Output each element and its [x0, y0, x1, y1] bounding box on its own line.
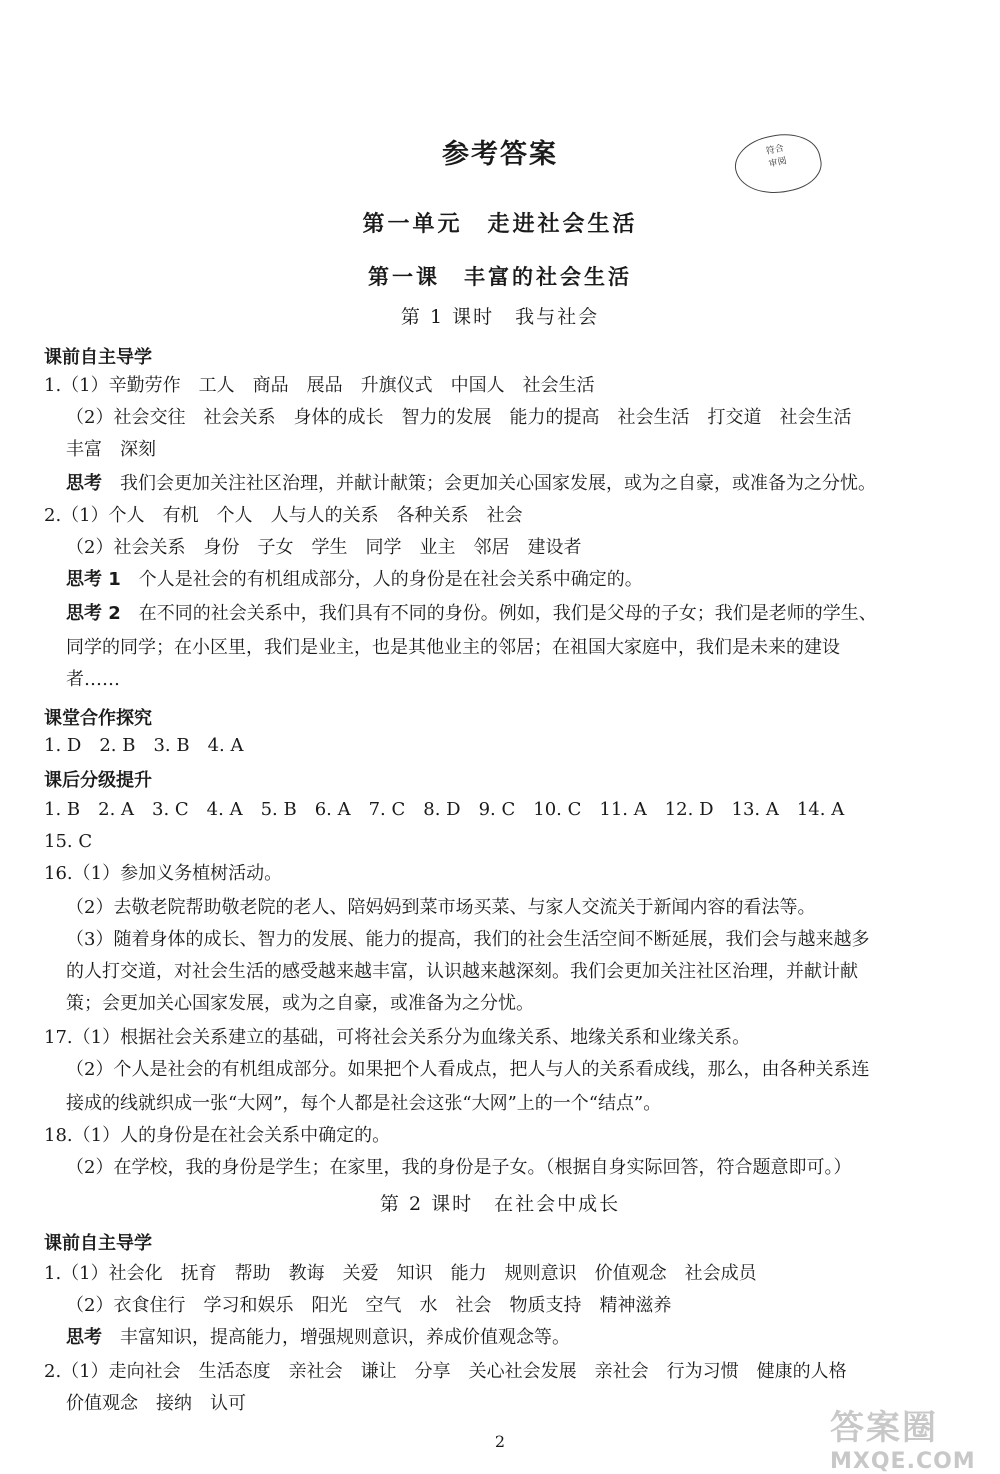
answer-line [66, 567, 643, 593]
watermark-url: MXQE.COM [830, 1449, 976, 1474]
answer-line: 16.（1）参加义务植树活动。 [44, 863, 283, 884]
answer-line: 1. D 2. B 3. B 4. A [44, 735, 244, 756]
section-heading: 课前自主导学 [44, 1233, 152, 1254]
answer-line: （2）社会交往 社会关系 身体的成长 智力的发展 能力的提高 社会生活 打交道 社会生活 [66, 407, 852, 428]
site-watermark [830, 1400, 1000, 1474]
answer-line: 价值观念 接纳 认可 [66, 1393, 246, 1414]
answer-line: （2）在学校，我的身份是学生；在家里，我的身份是子女。（根据自身实际回答，符合题意即可。） [66, 1157, 852, 1178]
answer-line: 者…… [66, 669, 120, 690]
answer-line: （2）社会关系 身份 子女 学生 同学 业主 邻居 建设者 [66, 537, 582, 558]
answer-line [66, 1325, 570, 1351]
think-label: 思考 2 [66, 603, 121, 624]
answer-line: 2.（1）个人 有机 个人 人与人的关系 各种关系 社会 [44, 505, 523, 526]
answer-line: 17.（1）根据社会关系建立的基础，可将社会关系分为血缘关系、地缘关系和业缘关系。 [44, 1027, 751, 1048]
answer-line [66, 471, 876, 497]
answer-line [66, 601, 877, 627]
answer-line: 同学的同学；在小区里，我们是业主，也是其他业主的邻居；在祖国大家庭中，我们是未来的建设 [66, 637, 840, 658]
answer-line: 策；会更加关心国家发展，或为之自豪，或准备为之分忧。 [66, 993, 534, 1014]
page-number: 2 [494, 1432, 506, 1451]
section-heading: 课堂合作探究 [44, 708, 152, 729]
think-label: 思考 [66, 1327, 102, 1348]
section-heading: 课后分级提升 [44, 770, 152, 791]
think-label: 思考 [66, 473, 102, 494]
answer-line: （2）个人是社会的有机组成部分。如果把个人看成点，把人与人的关系看成线，那么，由各种关系连 [66, 1059, 870, 1080]
answer-line: 1.（1）社会化 抚育 帮助 教诲 关爱 知识 能力 规则意识 价值观念 社会成员 [44, 1263, 757, 1284]
stamp-line-3: 审阅 [767, 156, 788, 170]
unit-title: 第一单元 走进社会生活 [362, 211, 638, 237]
faint-watermark-1 [150, 1108, 155, 1127]
answer-line: 丰富 深刻 [66, 439, 156, 460]
think-text: 个人是社会的有机组成部分，人的身份是在社会关系中确定的。 [120, 569, 643, 590]
answer-line: 1.（1）辛勤劳作 工人 商品 展品 升旗仪式 中国人 社会生活 [44, 375, 595, 396]
period-1-title: 第 1 课时 我与社会 [400, 306, 600, 328]
answer-line: 18.（1）人的身份是在社会关系中确定的。 [44, 1125, 391, 1146]
answer-line: 15. C [44, 831, 93, 852]
lesson-title: 第一课 丰富的社会生活 [368, 264, 632, 289]
think-label: 思考 1 [66, 569, 121, 590]
think-text: 我们会更加关注社区治理，并献计献策；会更加关心国家发展，或为之自豪，或准备为之分忧。 [102, 473, 876, 494]
think-text: 在不同的社会关系中，我们具有不同的身份。例如，我们是父母的子女；我们是老师的学生、 [120, 603, 877, 624]
stamp-line-1: 符合 [765, 143, 785, 158]
answer-line: 的人打交道，对社会生活的感受越来越丰富，认识越来越深刻。我们会更加关注社区治理，并献计献 [66, 961, 858, 982]
section-heading: 课前自主导学 [44, 347, 152, 368]
answer-line: 接成的线就织成一张“大网”，每个人都是社会这张“大网”上的一个“结点”。 [66, 1093, 662, 1114]
answer-line: （2）去敬老院帮助敬老院的老人、陪妈妈到菜市场买菜、与家人交流关于新闻内容的看法等。 [66, 897, 816, 918]
watermark-logo-text: 答案圈 [830, 1408, 938, 1448]
page-title: 参考答案 [442, 139, 558, 170]
think-text: 丰富知识，提高能力，增强规则意识，养成价值观念等。 [102, 1327, 570, 1348]
answer-line: （2）衣食住行 学习和娱乐 阳光 空气 水 社会 物质支持 精神滋养 [66, 1295, 672, 1316]
period-2-title: 第 2 课时 在社会中成长 [379, 1193, 621, 1215]
answer-line: （3）随着身体的成长、智力的发展、能力的提高，我们的社会生活空间不断延展，我们会与越来越多 [66, 929, 870, 950]
answer-line: 1. B 2. A 3. C 4. A 5. B 6. A 7. C 8. D 9. C 10. C 11. A 12. D 13. A 14. A [44, 799, 845, 820]
answer-line: 2.（1）走向社会 生活态度 亲社会 谦让 分享 关心社会发展 亲社会 行为习惯 健康的人格 [44, 1361, 847, 1382]
